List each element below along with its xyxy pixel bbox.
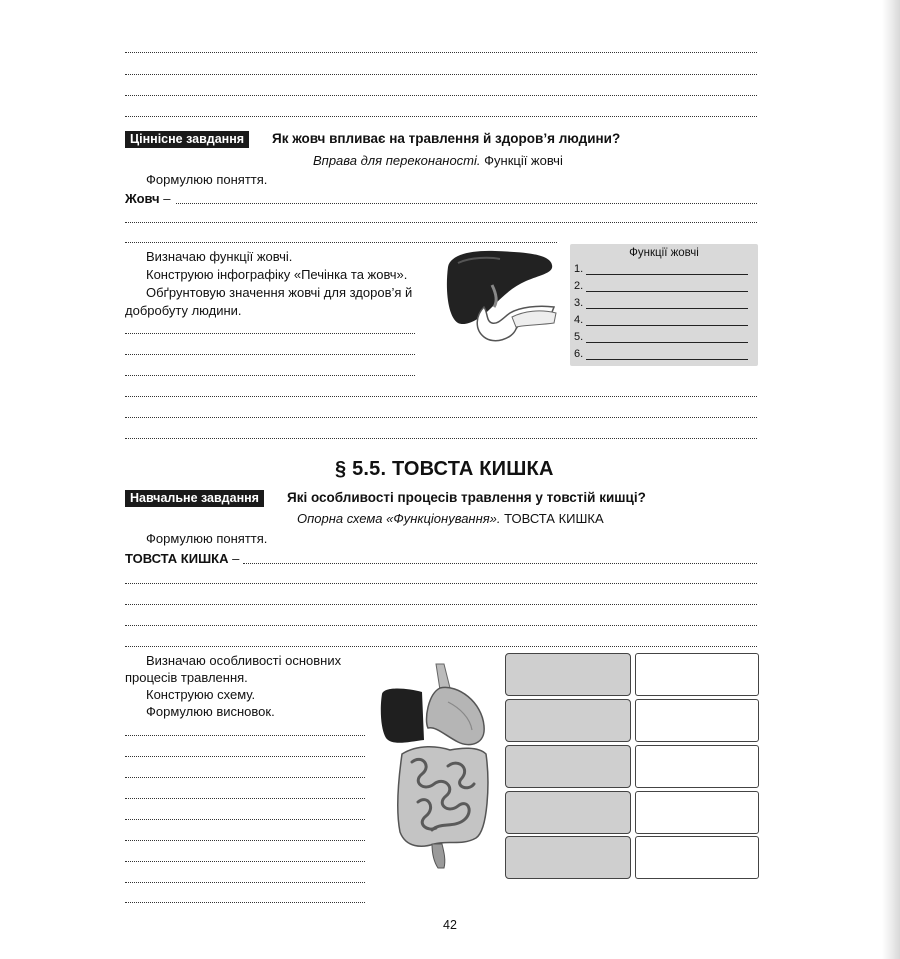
term-word: Жовч [125, 191, 160, 206]
term-word: ТОВСТА КИШКА [125, 551, 229, 566]
page-scan-edge [882, 0, 900, 959]
scheme-box-answer[interactable] [635, 699, 759, 742]
scheme-box-answer[interactable] [635, 791, 759, 834]
liver-illustration [440, 245, 560, 350]
term-label [125, 191, 170, 207]
section-question: Які особливості процесів травлення у товстій кишці? [287, 490, 646, 505]
writing-line[interactable] [125, 646, 757, 647]
writing-line[interactable] [125, 798, 365, 799]
writing-line[interactable] [125, 882, 365, 883]
writing-line[interactable] [125, 819, 365, 820]
exercise-subtitle [313, 153, 563, 169]
scheme-box-answer[interactable] [635, 745, 759, 788]
section-tag-learning-task: Навчальне завдання [125, 490, 264, 507]
writing-line[interactable] [125, 583, 757, 584]
function-answer-line[interactable] [586, 359, 748, 360]
function-answer-line[interactable] [586, 274, 748, 275]
scheme-box-gray[interactable] [505, 745, 631, 788]
term-writing-line[interactable] [176, 203, 757, 204]
scheme-box-gray[interactable] [505, 699, 631, 742]
rectum-shape [432, 844, 445, 868]
scheme-subtitle-italic: Опорна схема «Функціонування». [297, 511, 501, 526]
scheme-subtitle [297, 511, 604, 527]
instruction-line: Визначаю особливості основних [146, 653, 342, 668]
writing-line[interactable] [125, 777, 365, 778]
writing-line[interactable] [125, 604, 757, 605]
function-answer-line[interactable] [586, 342, 748, 343]
instruction-line: Формулюю висновок. [146, 704, 275, 719]
function-answer-line[interactable] [586, 308, 748, 309]
scheme-box-answer[interactable] [635, 653, 759, 696]
function-number: 3. [574, 297, 584, 309]
function-answer-line[interactable] [586, 291, 748, 292]
writing-line[interactable] [125, 222, 757, 223]
instruction-line: Визначаю функції жовчі. [146, 249, 293, 264]
instruction-line: Конструюю схему. [146, 687, 256, 702]
section-tag-value-task: Ціннісне завдання [125, 131, 249, 148]
section-heading: § 5.5. ТОВСТА КИШКА [335, 458, 554, 480]
liver-shape [381, 689, 424, 743]
writing-line[interactable] [125, 95, 757, 96]
function-answer-line[interactable] [586, 325, 748, 326]
function-number: 6. [574, 348, 584, 360]
writing-line[interactable] [125, 840, 365, 841]
exercise-subtitle-plain: Функції жовчі [480, 153, 563, 168]
writing-line[interactable] [125, 375, 415, 376]
writing-line[interactable] [125, 438, 757, 439]
writing-line[interactable] [125, 417, 757, 418]
section-question: Як жовч впливає на травлення й здоров’я людини? [272, 131, 621, 146]
writing-line[interactable] [125, 902, 365, 903]
writing-line[interactable] [125, 396, 757, 397]
instruction-line: Конструюю інфографіку «Печінка та жовч». [146, 267, 408, 282]
bile-functions-box [570, 244, 758, 366]
writing-line[interactable] [125, 861, 365, 862]
stomach-shape [427, 687, 485, 744]
writing-line[interactable] [125, 354, 415, 355]
exercise-subtitle-italic: Вправа для переконаності. [313, 153, 481, 168]
scheme-box-gray[interactable] [505, 791, 631, 834]
digestive-system-illustration [378, 662, 498, 872]
scheme-box-gray[interactable] [505, 836, 631, 879]
function-number: 1. [574, 263, 584, 275]
writing-line[interactable] [125, 756, 365, 757]
writing-line[interactable] [125, 52, 757, 53]
term-dash: – [228, 551, 240, 566]
function-number: 4. [574, 314, 584, 326]
writing-line[interactable] [125, 333, 415, 334]
writing-line[interactable] [125, 242, 557, 243]
esophagus-shape [436, 664, 450, 690]
define-instruction: Формулюю поняття. [146, 172, 268, 187]
define-instruction: Формулюю поняття. [146, 531, 268, 546]
function-number: 2. [574, 280, 584, 292]
writing-line[interactable] [125, 116, 757, 117]
scheme-box-answer[interactable] [635, 836, 759, 879]
instruction-line: процесів травлення. [125, 670, 248, 685]
page-number: 42 [443, 918, 457, 932]
writing-line[interactable] [125, 74, 757, 75]
term-dash: – [159, 191, 171, 206]
scheme-subtitle-plain: ТОВСТА КИШКА [500, 511, 604, 526]
writing-line[interactable] [125, 625, 757, 626]
instruction-line: Обґрунтовую значення жовчі для здоров’я й [146, 285, 413, 300]
scheme-box-gray[interactable] [505, 653, 631, 696]
term-writing-line[interactable] [243, 563, 757, 564]
bile-functions-title: Функції жовчі [629, 247, 699, 259]
instruction-line: добробуту людини. [125, 303, 242, 318]
writing-line[interactable] [125, 735, 365, 736]
function-number: 5. [574, 331, 584, 343]
term-label [125, 551, 239, 567]
